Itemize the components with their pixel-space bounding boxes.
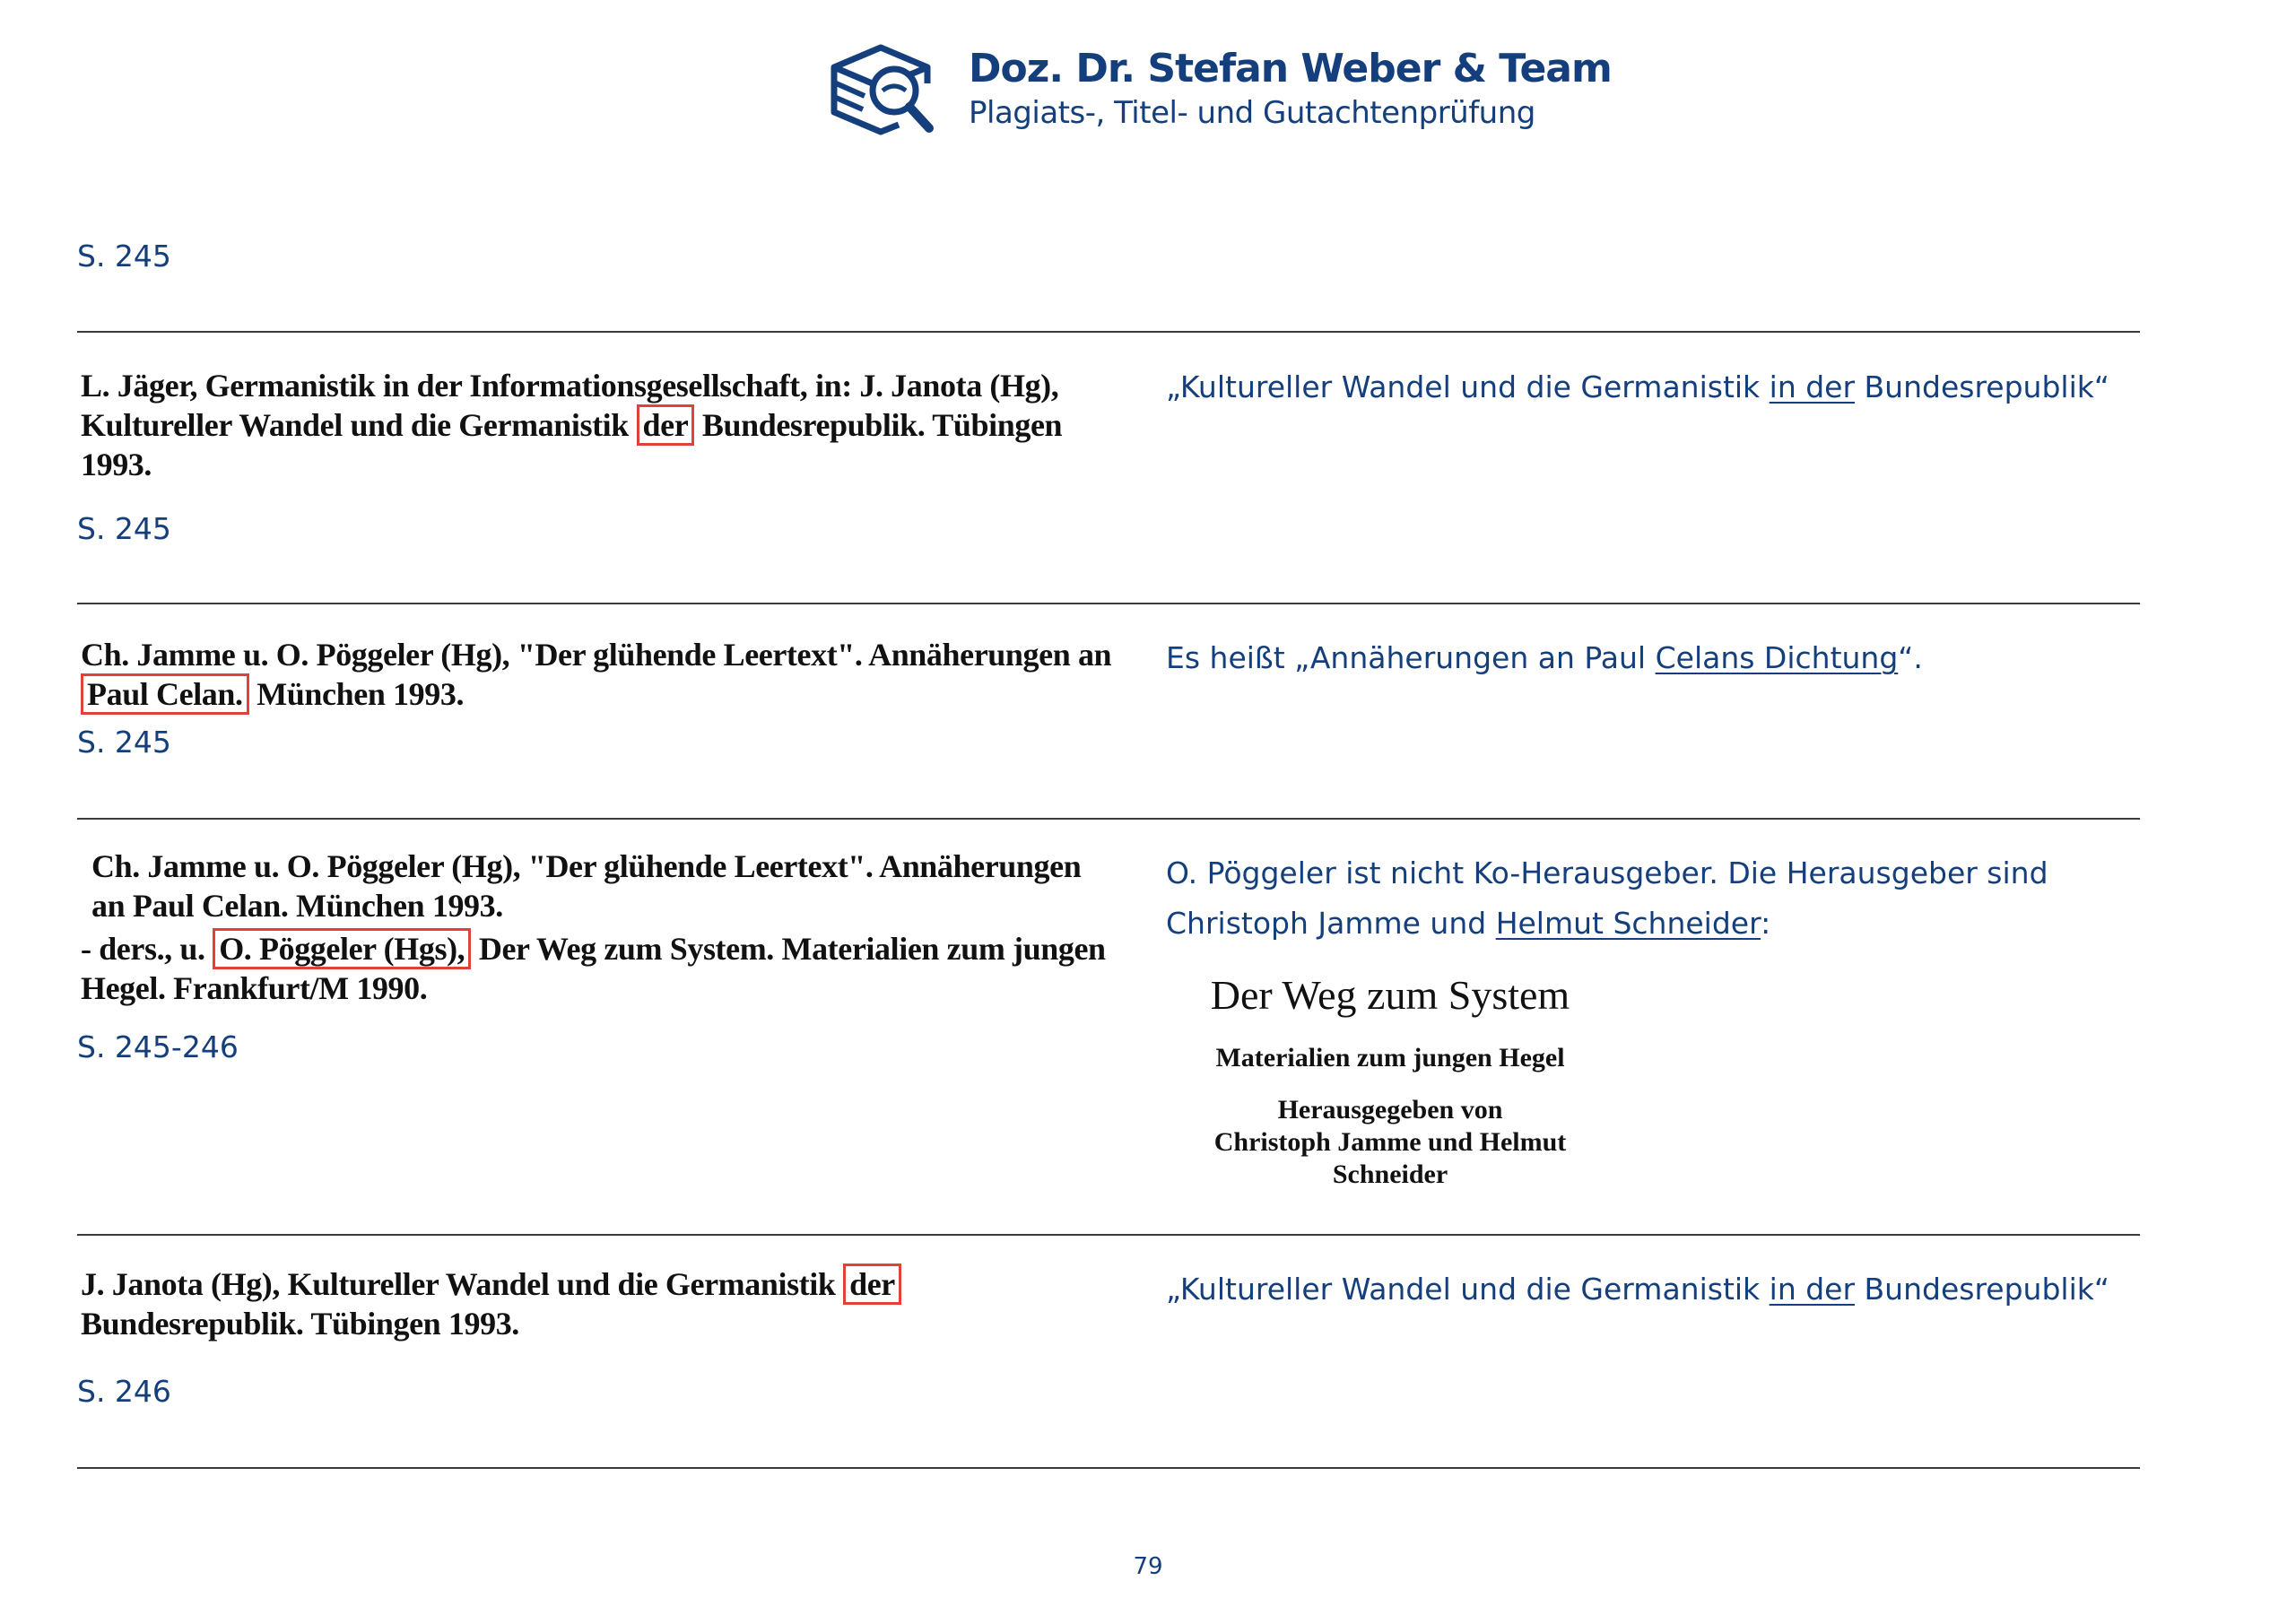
- divider: [77, 331, 2140, 333]
- comment-underlined-text: in der: [1769, 1272, 1856, 1307]
- divider: [77, 1234, 2140, 1236]
- book-title: Der Weg zum System: [1210, 972, 1570, 1018]
- scan-text: Bundesrepublik. Tübingen 1993.: [81, 1306, 519, 1342]
- page-number: 79: [1133, 1553, 1163, 1580]
- divider: [77, 1467, 2140, 1469]
- highlighted-word: der: [843, 1264, 901, 1305]
- scan-text: Ch. Jamme u. O. Pöggeler (Hg), "Der glühende Leertext". Annäherungen an: [81, 637, 1112, 673]
- comment-text: Bundesrepublik“: [1855, 369, 2109, 404]
- brand-subtitle: Plagiats-, Titel- und Gutachtenprüfung: [969, 95, 1535, 131]
- comment-text: Es heißt „Annäherungen an Paul: [1166, 640, 1656, 675]
- brand-name: Doz. Dr. Stefan Weber & Team: [969, 46, 1612, 91]
- scan-text: Bundesrepublik. Tübingen 1993.: [81, 407, 1063, 482]
- comment-text: O. Pöggeler ist nicht Ko-Herausgeber. Die Herausgeber sind Christoph Jamme und: [1166, 855, 2048, 941]
- editors-names: Christoph Jamme und Helmut Schneider: [1213, 1127, 1567, 1189]
- editors-label: Herausgegeben von: [1277, 1095, 1503, 1125]
- source-scan-excerpt: [81, 1264, 1121, 1343]
- comment-underlined-text: Helmut Schneider: [1495, 906, 1761, 941]
- scan-text: L. Jäger, Germanistik in der Informationsgesellschaft, in: J. Janota (Hg), Kultureller Wandel und die Germanistik: [81, 368, 1059, 443]
- correction-comment: [1166, 362, 2117, 413]
- page-reference: S. 245: [77, 725, 171, 760]
- source-scan-excerpt: [81, 847, 1121, 1008]
- page-reference: S. 245-246: [77, 1029, 239, 1064]
- comment-underlined-text: in der: [1769, 369, 1856, 404]
- highlighted-word: der: [637, 404, 695, 446]
- source-scan-excerpt: [81, 366, 1121, 484]
- comment-text: “.: [1898, 640, 1923, 675]
- source-scan-excerpt: [81, 635, 1121, 714]
- comment-text: „Kultureller Wandel und die Germanistik: [1166, 1272, 1770, 1307]
- scan-text: Der Weg zum System. Materialien zum jungen Hegel. Frankfurt/M 1990.: [81, 931, 1106, 1006]
- scan-text: München 1993.: [248, 676, 465, 712]
- divider: [77, 603, 2140, 604]
- page-reference: S. 246: [77, 1374, 171, 1409]
- correction-comment: [1166, 1264, 2117, 1315]
- scan-text: Ch. Jamme u. O. Pöggeler (Hg), "Der glühende Leertext". Annäherungen an Paul Celan. München 1993.: [91, 848, 1082, 924]
- book-magnifier-icon: [827, 40, 944, 139]
- scan-text: - ders., u.: [81, 931, 213, 967]
- correction-comment: [1166, 848, 2117, 949]
- comment-text: :: [1761, 906, 1771, 941]
- book-title-page-scan: [1166, 968, 1614, 1191]
- correction-comment: [1166, 633, 2117, 683]
- highlighted-word: O. Pöggeler (Hgs),: [213, 928, 471, 969]
- comment-text: „Kultureller Wandel und die Germanistik: [1166, 369, 1770, 404]
- comment-text: Bundesrepublik“: [1855, 1272, 2109, 1307]
- page-header: [827, 36, 1612, 143]
- divider: [77, 818, 2140, 820]
- page-reference: S. 245: [77, 239, 171, 274]
- scan-text: J. Janota (Hg), Kultureller Wandel und die Germanistik: [81, 1266, 844, 1302]
- comment-underlined-text: Celans Dichtung: [1655, 640, 1899, 675]
- highlighted-word: Paul Celan.: [81, 673, 249, 715]
- page-reference: S. 245: [77, 511, 171, 546]
- book-subtitle: Materialien zum jungen Hegel: [1215, 1043, 1565, 1073]
- brand-block: [969, 46, 1612, 134]
